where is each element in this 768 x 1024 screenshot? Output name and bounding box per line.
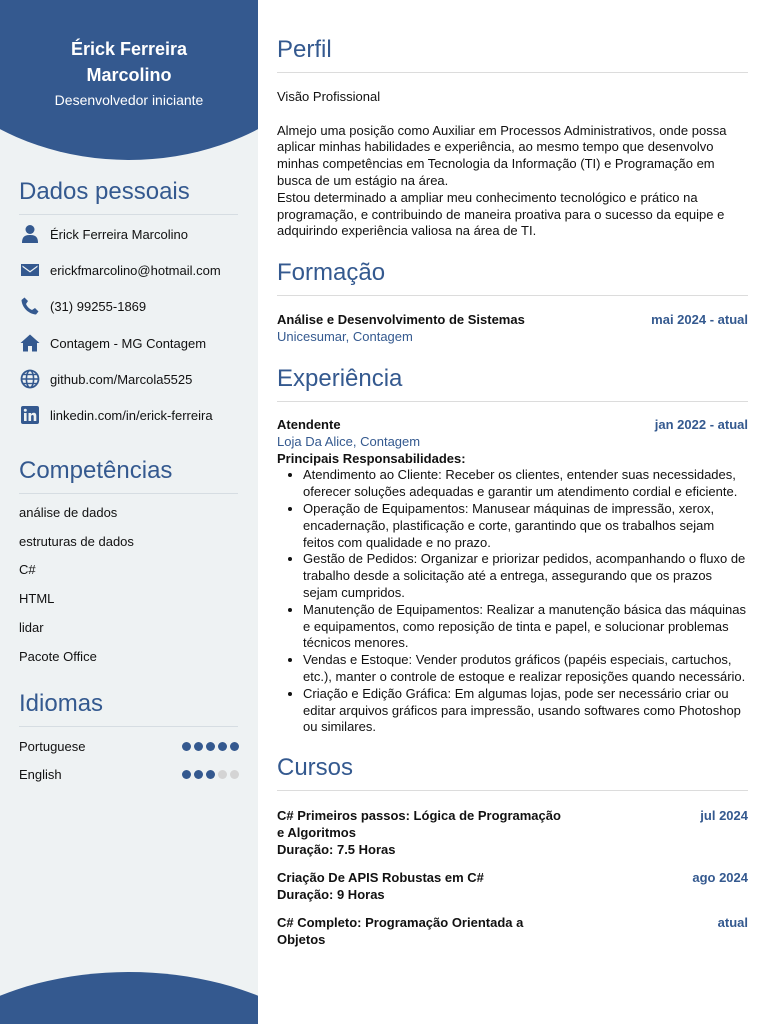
experience-heading: Experiência <box>277 365 748 402</box>
list-item: • Manutenção de Equipamentos: Realizar a manutenção básica das máquinas e equipamentos, como reposição de tinta e papel, e solucionar problemas técnicos menores. <box>303 602 748 652</box>
contact-name <box>19 223 244 245</box>
course-name: Criação De APIS Robustas em C# <box>277 870 484 885</box>
course-entry <box>277 870 748 904</box>
language-name: English <box>19 766 62 782</box>
profile-paragraph: Estou determinado a ampliar meu conhecimento tecnológico e prático na programação, e contribuindo de maneira proativa para o sucesso da equipe e adquirindo experiência valiosa na área de TI. <box>277 189 725 239</box>
level-dot-filled <box>230 742 239 751</box>
level-dot-empty <box>230 770 239 779</box>
experience-company: Loja Da Alice, Contagem <box>277 433 421 449</box>
candidate-name-line1: Érick Ferreira <box>70 39 188 59</box>
profile-heading: Perfil <box>277 36 748 73</box>
responsibilities-list <box>277 467 748 736</box>
course-date: ago 2024 <box>692 870 748 885</box>
language-name: Portuguese <box>19 738 86 754</box>
list-item: • Vendas e Estoque: Vender produtos gráficos (papéis especiais, cartuchos, etc.), manter o controle de estoque e realizar reposições quando necessário. <box>303 652 748 686</box>
language-row <box>19 737 239 755</box>
list-item: • Gestão de Pedidos: Organizar e priorizar pedidos, acompanhando o fluxo de trabalho desde a solicitação até a entrega, assegurando que os prazos sejam cumpridos. <box>303 551 748 601</box>
contact-email[interactable] <box>19 259 244 281</box>
list-item: • Operação de Equipamentos: Manusear máquinas de impressão, xerox, encadernação, plastificação e corte, garantindo que os trabalhos sejam feitos com qualidade e no prazo. <box>303 501 748 551</box>
course-duration: Duração: 7.5 Horas <box>277 841 396 857</box>
skill-item: HTML <box>19 591 55 606</box>
level-dot-filled <box>182 742 191 751</box>
level-dot-empty <box>218 770 227 779</box>
sidebar <box>0 0 258 1024</box>
contact-github[interactable] <box>19 368 244 390</box>
level-dot-filled <box>194 770 203 779</box>
course-name: C# Completo: Programação Orientada a Objetos <box>277 915 524 947</box>
course-duration: Duração: 9 Horas <box>277 886 385 902</box>
level-dot-filled <box>182 770 191 779</box>
main-content <box>277 0 748 1024</box>
person-icon <box>19 224 41 244</box>
skill-item: análise de dados <box>19 505 118 520</box>
contact-name-text: Érick Ferreira Marcolino <box>50 226 188 242</box>
candidate-role: Desenvolvedor iniciante <box>54 92 204 108</box>
list-item: • Atendimento ao Cliente: Receber os clientes, entender suas necessidades, oferecer soluções adequadas e garantir um atendimento cordial e eficiente. <box>303 467 748 501</box>
email-icon <box>19 260 41 280</box>
candidate-name-line2: Marcolino <box>86 65 172 85</box>
education-heading: Formação <box>277 259 748 296</box>
level-dot-filled <box>194 742 203 751</box>
profile-section <box>277 89 748 240</box>
experience-position: Atendente <box>277 417 341 432</box>
contact-address-text: Contagem - MG Contagem <box>50 335 207 351</box>
course-entry <box>277 808 748 858</box>
profile-paragraph: Almejo uma posição como Auxiliar em Processos Administrativos, onde possa aplicar minhas habilidades e experiência, ao mesmo tempo que desenvolvo minhas competências em Tecnologia da Informação (TI) e Programação em busca de um estágio na área. <box>277 122 727 188</box>
sidebar-footer-shape <box>0 972 258 1024</box>
phone-icon <box>19 296 41 316</box>
experience-date: jan 2022 - atual <box>654 417 748 432</box>
responsibilities-label: Principais Responsabilidades: <box>277 450 466 466</box>
language-level-dots <box>182 770 239 779</box>
skill-item: estruturas de dados <box>19 534 134 549</box>
candidate-name <box>0 36 258 88</box>
course-date: atual <box>717 915 748 930</box>
education-degree: Análise e Desenvolvimento de Sistemas <box>277 312 525 327</box>
contact-phone[interactable] <box>19 295 244 317</box>
contact-address <box>19 332 244 354</box>
profile-subtitle: Visão Profissional <box>277 89 381 104</box>
course-date: jul 2024 <box>700 808 748 823</box>
home-icon <box>19 333 41 353</box>
education-school: Unicesumar, Contagem <box>277 328 413 344</box>
list-item: • Criação e Edição Gráfica: Em algumas lojas, pode ser necessário criar ou editar arquivos gráficos para impressão, usando softwares como Photoshop ou similares. <box>303 686 748 736</box>
level-dot-filled <box>206 770 215 779</box>
linkedin-icon <box>19 405 41 425</box>
education-date: mai 2024 - atual <box>651 312 748 327</box>
skills-heading: Competências <box>19 457 238 494</box>
contact-github-text[interactable]: github.com/Marcola5525 <box>50 371 193 387</box>
level-dot-filled <box>206 742 215 751</box>
contact-email-text[interactable]: erickfmarcolino@hotmail.com <box>50 262 221 278</box>
contact-phone-text[interactable]: (31) 99255-1869 <box>50 298 147 314</box>
skill-item: lidar <box>19 620 44 635</box>
experience-entry <box>277 417 748 736</box>
course-entry <box>277 915 748 949</box>
personal-data-heading: Dados pessoais <box>19 178 238 215</box>
skill-item: Pacote Office <box>19 649 97 664</box>
globe-icon <box>19 369 41 389</box>
level-dot-filled <box>218 742 227 751</box>
language-row <box>19 765 239 783</box>
course-name: C# Primeiros passos: Lógica de Programação e Algoritmos <box>277 808 561 840</box>
courses-heading: Cursos <box>277 754 748 791</box>
language-level-dots <box>182 742 239 751</box>
skill-item: C# <box>19 562 36 577</box>
contact-linkedin[interactable] <box>19 404 244 426</box>
languages-heading: Idiomas <box>19 690 238 727</box>
education-entry <box>277 312 748 346</box>
contact-linkedin-text[interactable]: linkedin.com/in/erick-ferreira <box>50 407 213 423</box>
